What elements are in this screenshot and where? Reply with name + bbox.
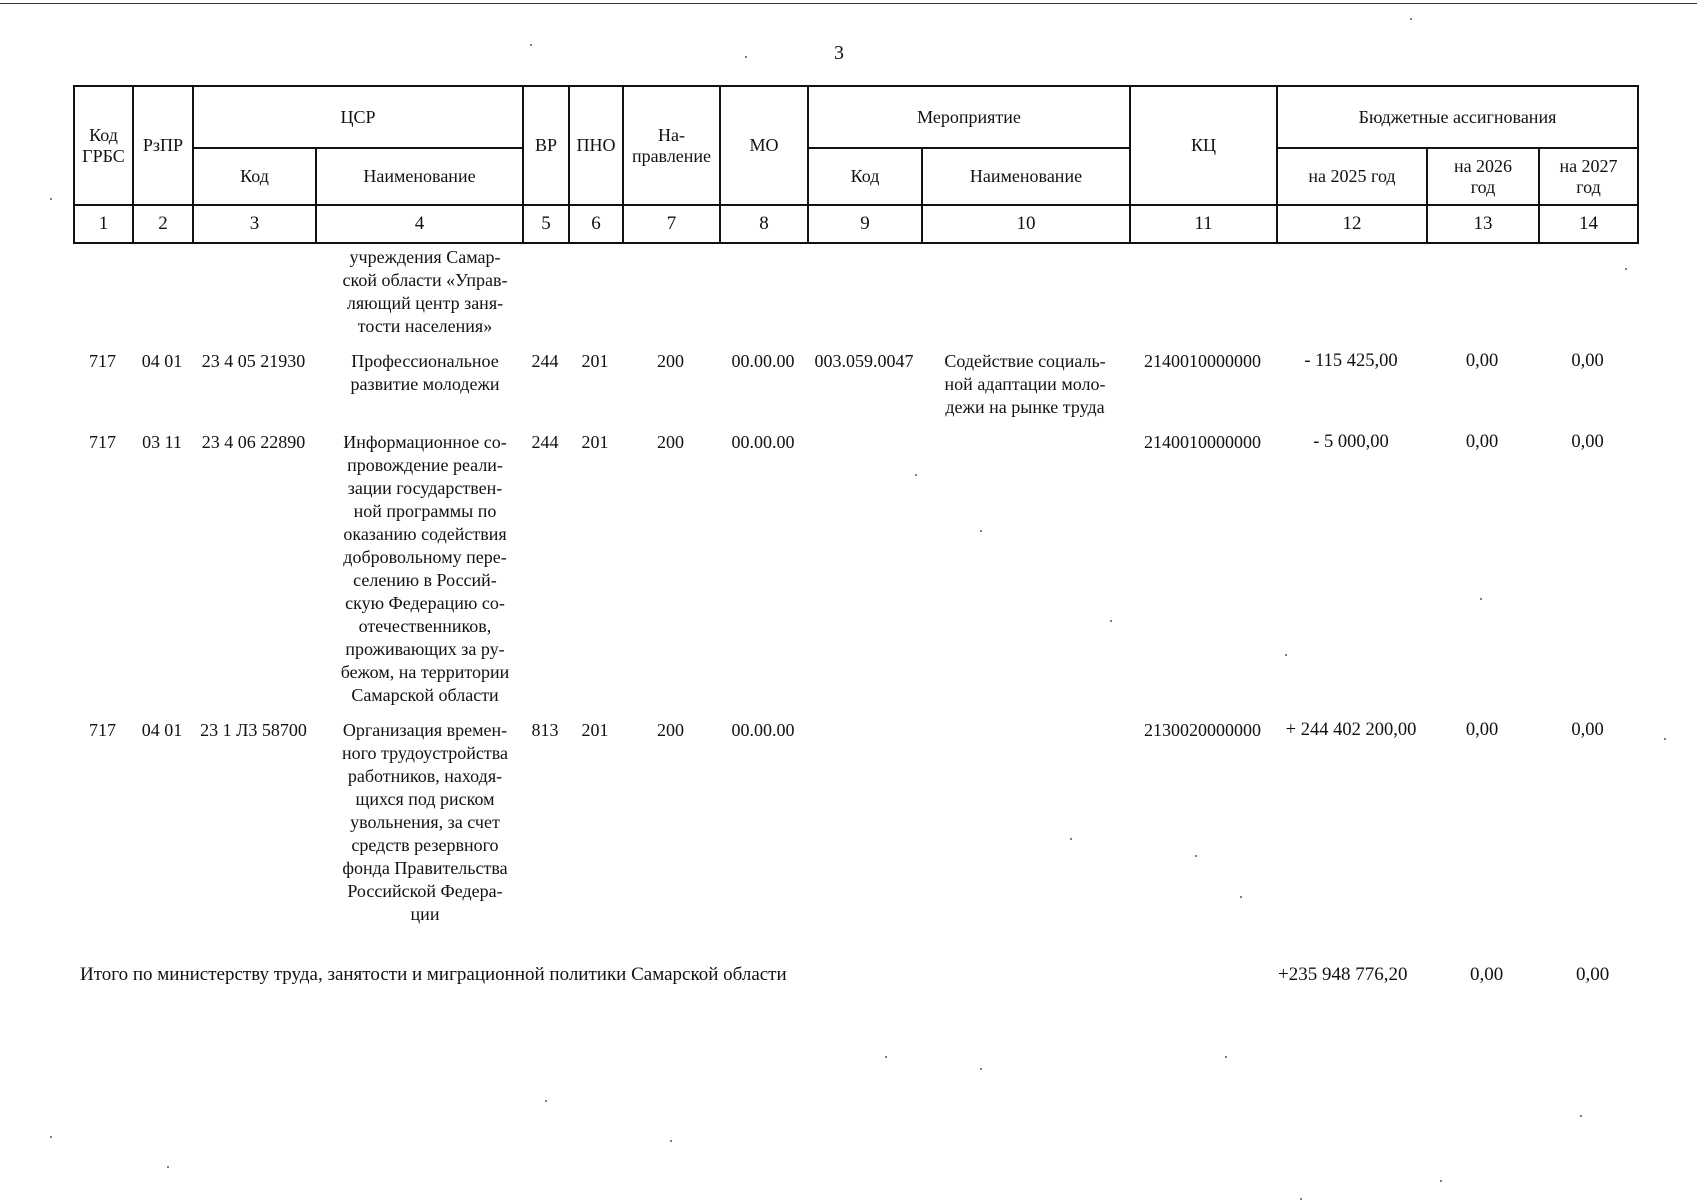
cell-pno: 201 [581, 351, 609, 371]
cell-grbs: 717 [89, 351, 116, 371]
cell-kc: 2140010000000 [1144, 351, 1261, 371]
cell-mer-name: Содействие социаль- ной адаптации моло- дежи на рынке труда [944, 351, 1106, 417]
cell-amount-2027: 0,00 [1571, 720, 1604, 740]
continuation-text: учреждения Самар- ской области «Управ- ляющий центр заня- тости населения» [342, 247, 508, 336]
cell-amount-2026: 0,00 [1465, 432, 1499, 452]
cell-amount-2025: - 115 425,00 [1304, 351, 1398, 371]
cell-rzpr: 04 01 [141, 351, 183, 371]
col-number: 3 [193, 205, 316, 243]
cell-grbs: 717 [89, 720, 116, 740]
header-year-2026: на 2026 год [1427, 148, 1539, 205]
header-budget: Бюджетные ассигнования [1277, 86, 1638, 148]
cell-amount-2027: 0,00 [1571, 432, 1604, 452]
cell-amount-2025: - 5 000,00 [1313, 432, 1389, 452]
col-number: 7 [623, 205, 720, 243]
cell-kc: 2130020000000 [1144, 720, 1261, 740]
total-amount-2027: 0,00 [1576, 964, 1610, 985]
cell-napravlenie: 200 [657, 720, 684, 740]
col-number: 11 [1130, 205, 1277, 243]
header-csr-name: Наименование [316, 148, 523, 205]
cell-csr-name: Профессиональное развитие молодежи [350, 351, 500, 394]
cell-amount-2026: 0,00 [1465, 720, 1499, 740]
col-number: 13 [1427, 205, 1539, 243]
cell-mer-code: 003.059.0047 [814, 351, 914, 371]
cell-csr-code: 23 4 05 21930 [201, 351, 306, 371]
total-label: Итого по министерству труда, занятости и миграционной политики Самарской области [80, 964, 787, 985]
header-mo: МО [720, 86, 808, 205]
cell-vr: 813 [531, 720, 559, 740]
col-number: 14 [1539, 205, 1638, 243]
header-pno: ПНО [569, 86, 623, 205]
cell-kc: 2140010000000 [1144, 432, 1261, 452]
header-kod-grbs: Код ГРБС [74, 86, 133, 205]
cell-csr-code: 23 4 06 22890 [201, 432, 306, 452]
cell-mo: 00.00.00 [731, 351, 795, 371]
cell-pno: 201 [581, 432, 609, 452]
cell-amount-2025: + 244 402 200,00 [1285, 720, 1417, 740]
header-csr: ЦСР [193, 86, 523, 148]
cell-mo: 00.00.00 [731, 432, 795, 452]
cell-vr: 244 [531, 432, 559, 452]
col-number: 1 [74, 205, 133, 243]
total-amount-2026: 0,00 [1470, 964, 1504, 985]
header-csr-kod: Код [193, 148, 316, 205]
col-number: 6 [569, 205, 623, 243]
col-number: 8 [720, 205, 808, 243]
col-number: 10 [922, 205, 1130, 243]
cell-csr-name: Организация времен- ного трудоустройства работников, находя- щихся под риском увольнения, за счет средств резервного фонда Правительства Российской Федера- ции [341, 720, 509, 924]
cell-pno: 201 [581, 720, 609, 740]
header-mer-kod: Код [808, 148, 922, 205]
cell-csr-name: Информационное со- провождение реали- зации государствен- ной программы по оказанию содействия добровольному пере- селению в Россий- скую Федерацию со- отечественников, проживающих за ру- бежом, на территории Самарской области [340, 432, 510, 705]
header-year-2025: на 2025 год [1277, 148, 1427, 205]
header-rzpr: РзПР [133, 86, 193, 205]
header-napravlenie: На- правление [623, 86, 720, 205]
cell-grbs: 717 [89, 432, 116, 452]
col-number: 2 [133, 205, 193, 243]
header-vr: ВР [523, 86, 569, 205]
col-number: 5 [523, 205, 569, 243]
cell-mo: 00.00.00 [731, 720, 795, 740]
cell-amount-2027: 0,00 [1571, 351, 1604, 371]
cell-vr: 244 [531, 351, 559, 371]
col-number: 12 [1277, 205, 1427, 243]
header-mer-name: Наименование [922, 148, 1130, 205]
total-amount-2025: +235 948 776,20 [1278, 964, 1408, 985]
cell-rzpr: 03 11 [142, 432, 182, 452]
header-year-2027: на 2027 год [1539, 148, 1638, 205]
col-number: 9 [808, 205, 922, 243]
col-number: 4 [316, 205, 523, 243]
header-meropriyatie: Мероприятие [808, 86, 1130, 148]
cell-napravlenie: 200 [657, 351, 684, 371]
cell-napravlenie: 200 [657, 432, 684, 452]
cell-amount-2026: 0,00 [1465, 351, 1499, 371]
cell-rzpr: 04 01 [141, 720, 183, 740]
page-number: 3 [834, 42, 844, 64]
header-kc: КЦ [1130, 86, 1277, 205]
cell-csr-code: 23 1 Л3 58700 [200, 720, 307, 740]
